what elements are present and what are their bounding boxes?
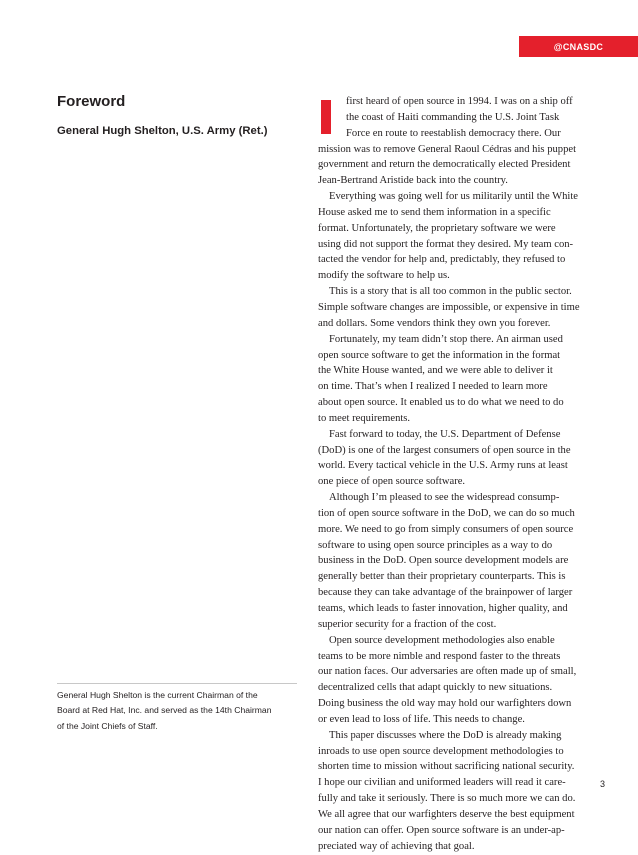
body-line: fully and take it seriously. There is so much more we can do. xyxy=(318,793,576,805)
body-line: more. We need to go from simply consumers of open source xyxy=(318,523,574,535)
body-line: first heard of open source in 1994. I was on a ship off xyxy=(346,96,573,107)
body-line: This is a story that is all too common in the public sector. xyxy=(329,286,572,298)
body-line: format. Unfortunately, the proprietary software we were xyxy=(318,222,556,234)
foreword-sidebar xyxy=(57,93,297,137)
body-line: our nation faces. Our adversaries are often made up of small, xyxy=(318,666,577,678)
body-line: House asked me to send them information in a specific xyxy=(318,206,551,218)
bio-line: of the Joint Chiefs of Staff. xyxy=(57,720,158,731)
body-line: on time. That’s when I realized I needed to learn more xyxy=(318,381,548,393)
body-line: Simple software changes are impossible, or expensive in time xyxy=(318,301,580,313)
body-line: open source software to get the information in the format xyxy=(318,349,561,361)
body-line: our nation can offer. Open source software is an under-ap- xyxy=(318,824,565,836)
body-line: tion of open source software in the DoD, we can do so much xyxy=(318,507,575,519)
foreword-body xyxy=(318,94,592,855)
body-line: teams, which leads to faster innovation, higher quality, and xyxy=(318,603,568,614)
body-line: software to using open source principles as a way to do xyxy=(318,539,553,551)
body-line: about open source. It enabled us to do what we need to do xyxy=(318,397,564,409)
body-line: one piece of open source software. xyxy=(318,476,466,488)
body-line: Fortunately, my team didn’t stop there. An airman used xyxy=(329,333,563,345)
body-line: We all agree that our warfighters deserve the best equipment xyxy=(318,808,575,820)
drop-cap-i xyxy=(321,100,331,134)
body-line: Everything was going well for us militarily until the White xyxy=(329,191,579,203)
body-line: This paper discusses where the DoD is already making xyxy=(329,729,562,741)
body-line: decentralized cells that adapt quickly to new situations. xyxy=(318,682,553,694)
body-line: I hope our civilian and uniformed leaders will read it care- xyxy=(318,777,566,789)
body-line: Doing business the old way may hold our warfighters down xyxy=(318,698,572,710)
body-line: to meet requirements. xyxy=(318,412,411,424)
body-line: teams to be more nimble and respond faster to the threats xyxy=(318,650,561,662)
body-line: because they can take advantage of the brainpower of larger xyxy=(318,587,573,599)
body-line: and dollars. Some vendors think they own you forever. xyxy=(318,317,551,329)
body-line: (DoD) is one of the largest consumers of open source in the xyxy=(318,444,571,456)
body-line: tacted the vendor for help and, predictably, they refused to xyxy=(318,254,566,266)
body-line: government and return the democratically elected President xyxy=(318,159,571,171)
author-bio xyxy=(57,683,297,734)
body-line: using did not support the format they desired. My team con- xyxy=(318,238,574,250)
body-line: shorten time to mission without sacrificing national security. xyxy=(318,761,575,773)
body-line: preciated way of achieving that goal. xyxy=(318,840,475,852)
body-line: Although I’m pleased to see the widespread consump- xyxy=(329,492,560,504)
body-line: mission was to remove General Raoul Cédras and his puppet xyxy=(318,143,577,155)
body-line: Fast forward to today, the U.S. Department of Defense xyxy=(329,428,561,440)
body-line: generally better than their proprietary counterparts. This is xyxy=(318,571,566,583)
body-line: superior security for a fraction of the cost. xyxy=(318,618,497,630)
body-line: Open source development methodologies also enable xyxy=(329,634,555,646)
body-line: business in the DoD. Open source development models are xyxy=(318,555,569,567)
bio-line: Board at Red Hat, Inc. and served as the 14th Chairman xyxy=(57,705,272,716)
cnasdc-handle-tag: @CNASDC xyxy=(519,36,638,57)
body-line: Force en route to reestablish democracy there. Our xyxy=(346,127,561,139)
author-byline: General Hugh Shelton, U.S. Army (Ret.) xyxy=(57,125,268,137)
body-line: the coast of Haiti commanding the U.S. Joint Task xyxy=(346,111,560,123)
body-line: or even lead to loss of life. This needs to change. xyxy=(318,713,525,725)
body-line: modify the software to help us. xyxy=(318,270,450,282)
page-number: 3 xyxy=(600,779,606,789)
body-line: inroads to use open source development methodologies to xyxy=(318,745,564,757)
page-title: Foreword xyxy=(57,93,126,110)
body-line: world. Every tactical vehicle in the U.S. Army runs at least xyxy=(318,460,568,472)
body-line: Jean-Bertrand Aristide back into the country. xyxy=(318,175,508,187)
bio-line: General Hugh Shelton is the current Chairman of the xyxy=(57,690,258,700)
body-line: the White House wanted, and we were able to deliver it xyxy=(318,365,553,377)
